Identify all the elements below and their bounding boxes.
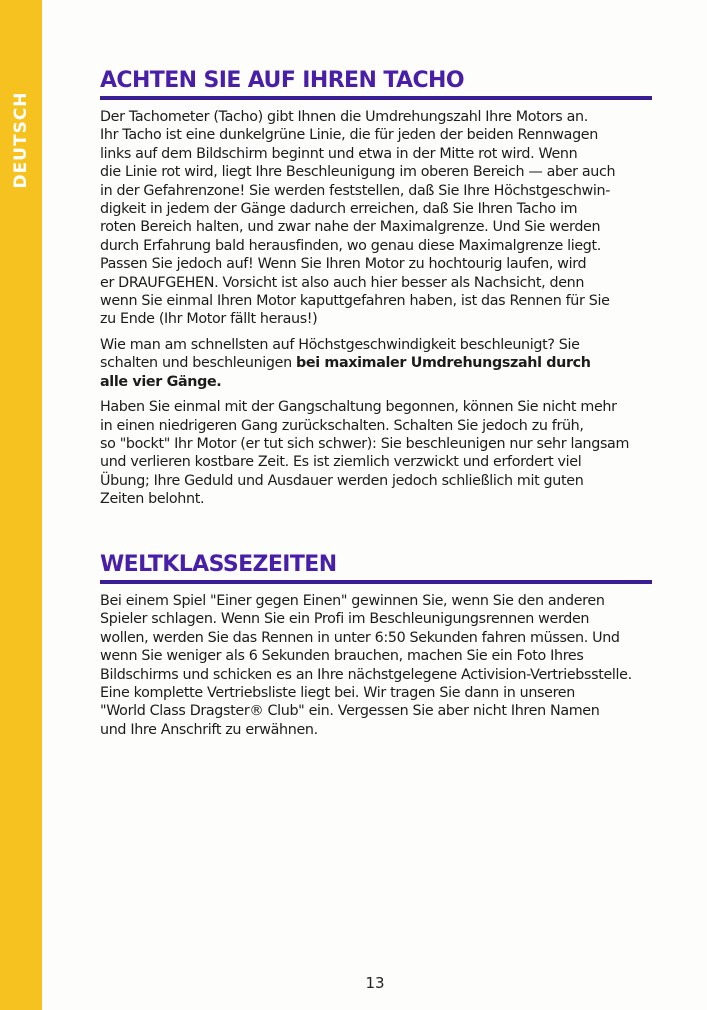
section-tacho	[100, 68, 652, 516]
heading-rule	[100, 580, 652, 584]
paragraph-acceleration	[100, 336, 652, 391]
section-heading-tacho: ACHTEN SIE AUF IHREN TACHO	[100, 68, 464, 93]
paragraph-gear-shifting: Haben Sie einmal mit der Gangschaltung begonnen, können Sie nicht mehr in einen niedrigeren Gang zurückschalten. Schalten Sie jedoch zu früh, so "bockt" Ihr Motor (er tut sich schwer): Sie beschleunigen nur sehr langsam und verlieren kostbare Zeit. Es ist ziemlich verzwickt und erfordert viel Übung; Ihre Geduld und Ausdauer werden jedoch schließlich mit guten Zeiten belohnt.	[100, 399, 630, 508]
paragraph-acceleration-bold: bei maximaler Umdrehungszahl durch alle vier Gänge.	[100, 355, 591, 390]
page-number: 13	[365, 974, 385, 992]
section-heading-world-class: WELTKLASSEZEITEN	[100, 552, 337, 577]
paragraph-world-class-times: Bei einem Spiel "Einer gegen Einen" gewinnen Sie, wenn Sie den anderen Spieler schlagen. Wenn Sie ein Profi im Beschleunigungsrennen werden wollen, werden Sie das Rennen in unter 6:50 Sekunden fahren müssen. Und wenn Sie weniger als 6 Sekunden brauchen, machen Sie ein Foto Ihres Bildschirms und schicken es an Ihre nächstgelegene Activision-Vertriebsstelle. Eine komplette Vertriebsliste liegt bei. Wir tragen Sie dann in unseren "World Class Dragster® Club" ein. Vergessen Sie aber nicht Ihren Namen und Ihre Anschrift zu erwähnen.	[100, 593, 632, 738]
heading-rule	[100, 96, 652, 100]
paragraph-acceleration-text: Wie man am schnellsten auf Höchstgeschwindigkeit beschleunigt? Sie schalten und beschleunigen	[100, 336, 580, 372]
section-world-class	[100, 552, 652, 746]
language-label: DEUTSCH	[11, 91, 31, 189]
language-side-band	[0, 0, 42, 1010]
paragraph-tacho-intro: Der Tachometer (Tacho) gibt Ihnen die Umdrehungszahl Ihre Motors an. Ihr Tacho ist eine dunkelgrüne Linie, die für jeden der beiden Rennwagen links auf dem Bildschirm beginnt und etwa in der Mitte rot wird. Wenn die Linie rot wird, liegt Ihre Beschleunigung im oberen Bereich — aber auch in der Gefahrenzone! Sie werden feststellen, daß Sie Ihre Höchstgeschwin- digkeit in jedem der Gänge dadurch erreichen, daß Sie Ihren Tacho im roten Bereich halten, und zwar nahe der Maximalgrenze. Und Sie werden durch Erfahrung bald herausfinden, wo genau diese Maximalgrenze liegt. Passen Sie jedoch auf! Wenn Sie Ihren Motor zu hochtourig laufen, wird er DRAUFGEHEN. Vorsicht ist also auch hier besser als Nachsicht, denn wenn Sie einmal Ihren Motor kaputtgefahren haben, ist das Rennen für Sie zu Ende (Ihr Motor fällt heraus!)	[100, 109, 616, 328]
